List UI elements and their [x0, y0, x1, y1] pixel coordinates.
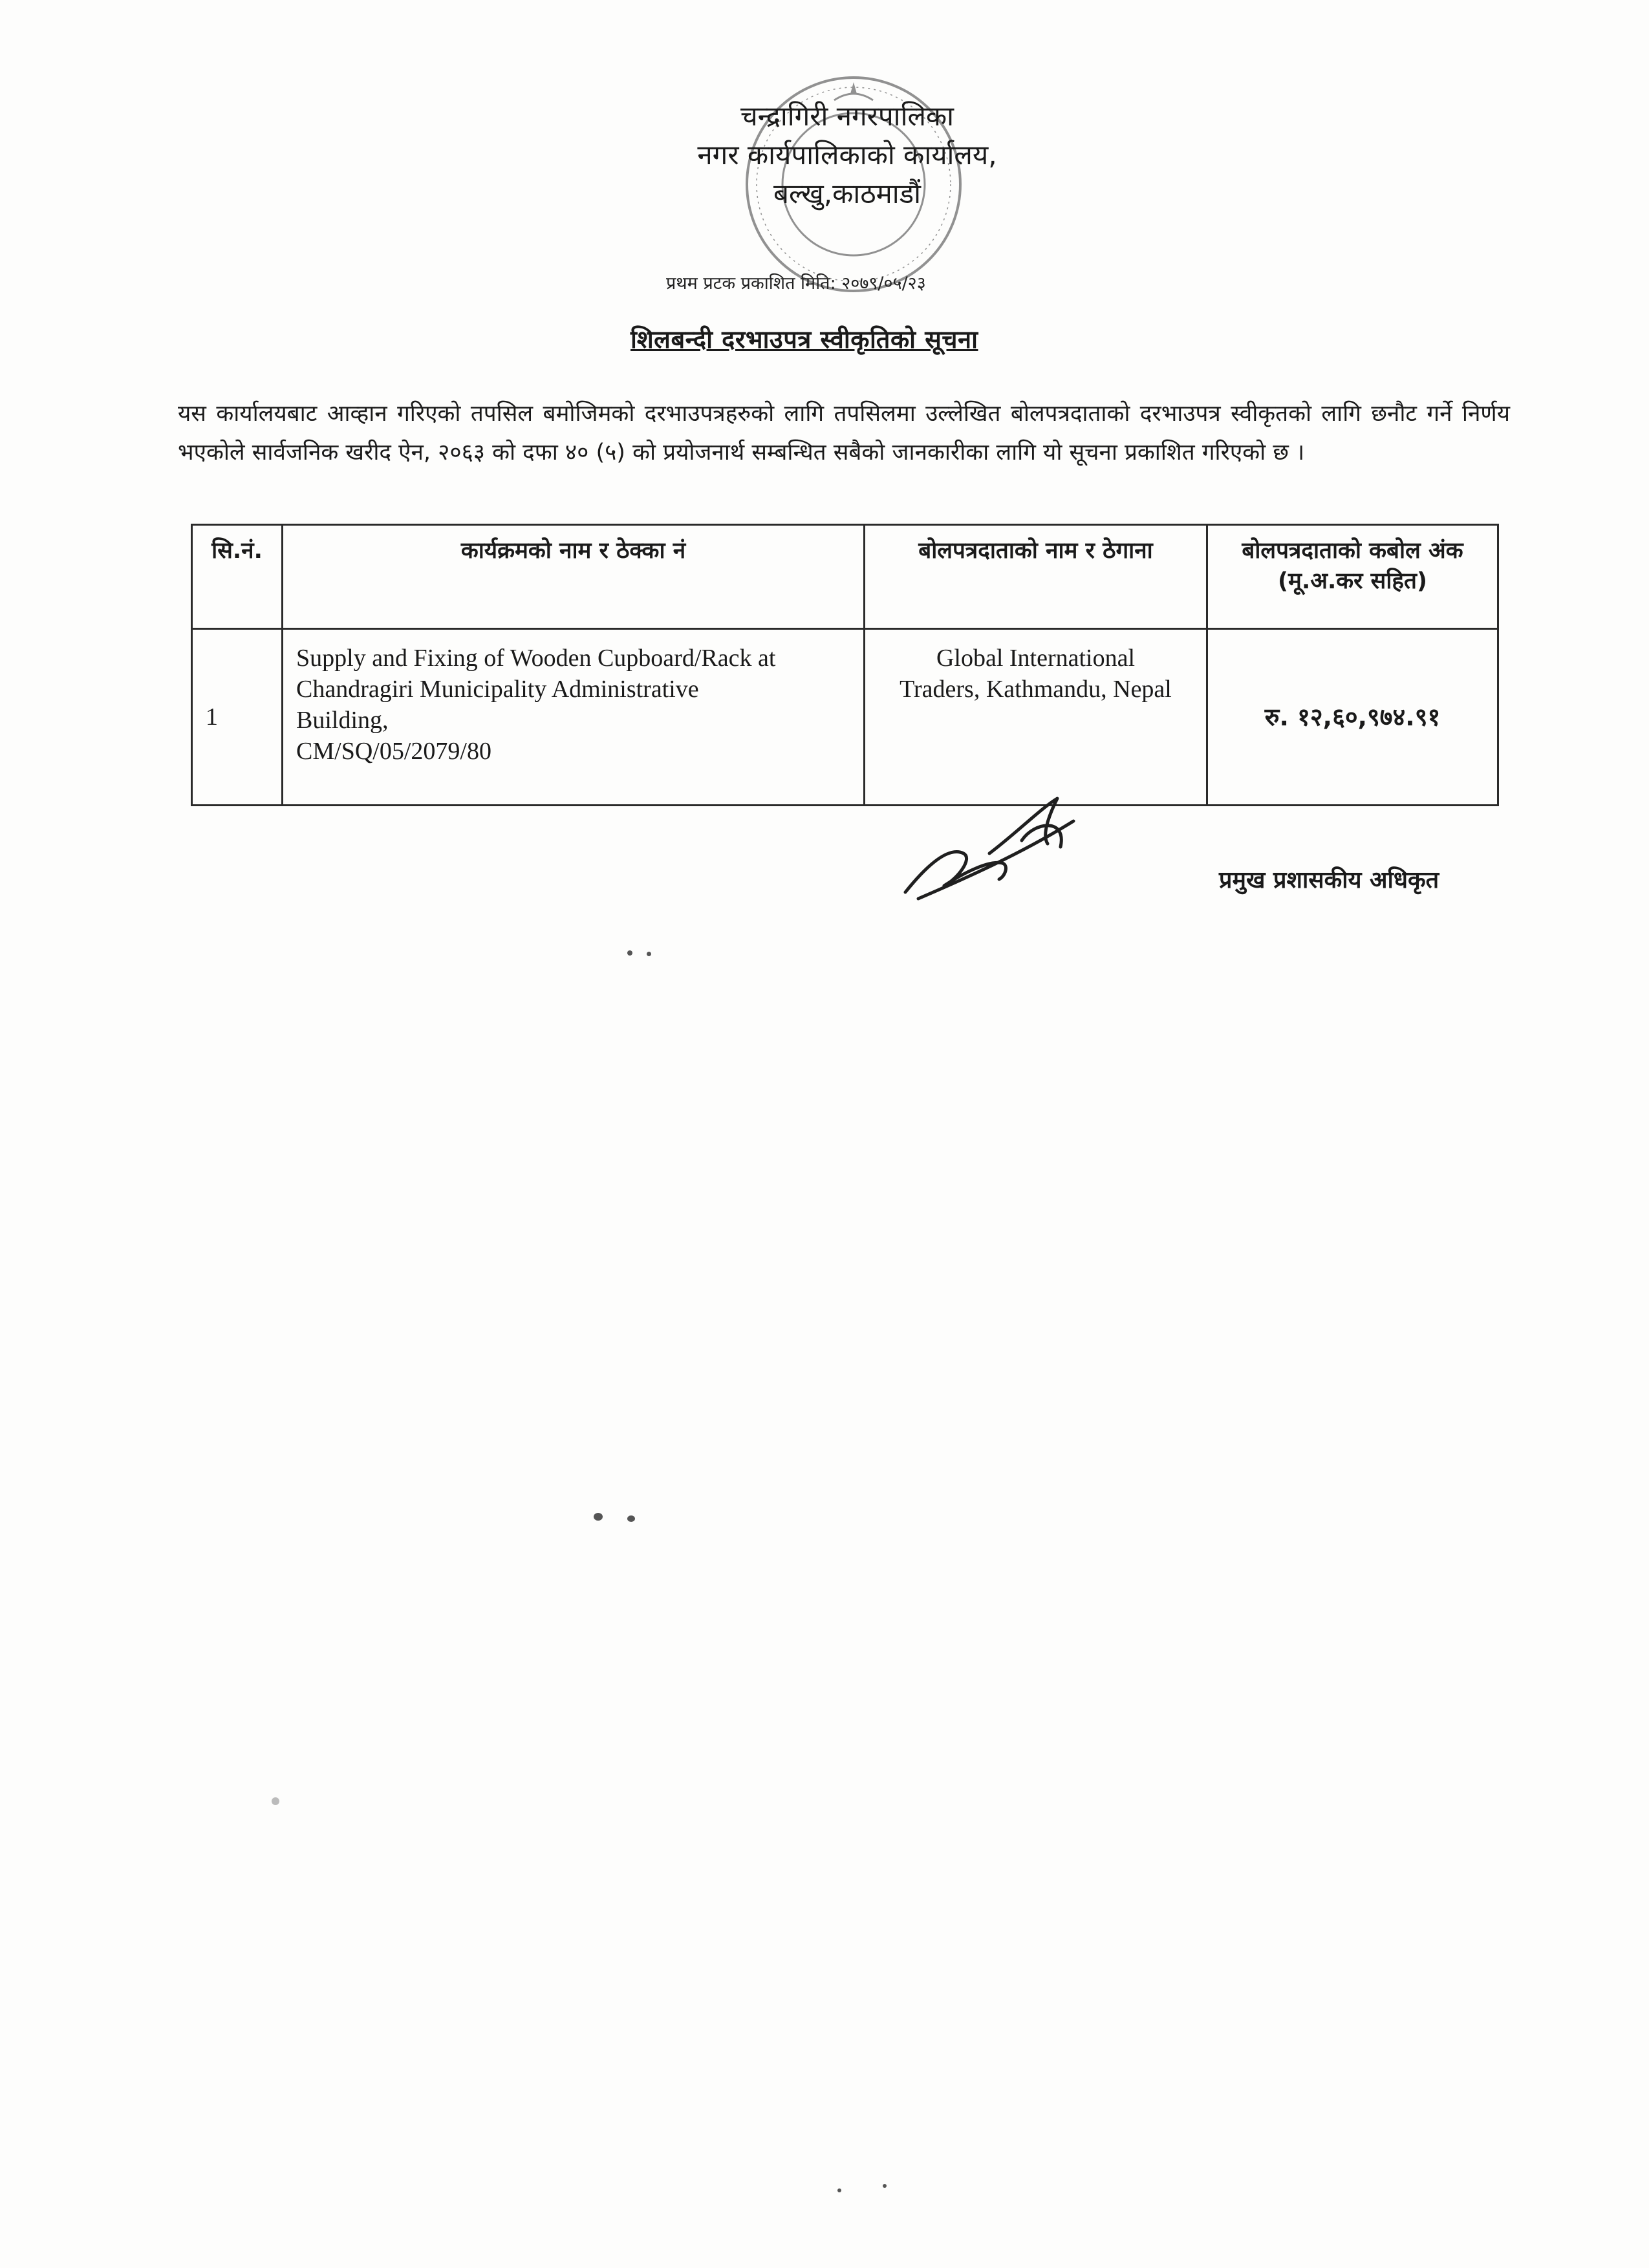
office-name: नगर कार्यपालिकाको कार्यालय,: [697, 139, 997, 171]
header-program-name: कार्यक्रमको नाम र ठेक्का नं: [283, 525, 865, 629]
office-header: [582, 97, 1112, 213]
cell-program-name: [283, 629, 865, 806]
scan-speck: [594, 1513, 603, 1521]
office-location: बल्खु,काठमाडौं: [773, 178, 921, 209]
header-bidder-name: बोलपत्रदाताको नाम र ठेगाना: [865, 525, 1207, 629]
municipality-name: चन्द्रागिरी नगरपालिका: [740, 100, 954, 132]
notice-body: यस कार्यालयबाट आव्हान गरिएको तपसिल बमोजिमको दरभाउपत्रहरुको लागि तपसिलमा उल्लेखित बोलपत्रदाताको दरभाउपत्र स्वीकृतको लागि छनौट गर्ने निर्णय भएकोले सार्वजनिक खरीद ऐन, २०६३ को दफा ४० (५) को प्रयोजनार्थ सम्बन्धित सबैको जानकारीका लागि यो सूचना प्रकाशित गरिएको छ ।: [178, 401, 1510, 465]
table-row: [192, 629, 1498, 806]
signatory-title: प्रमुख प्रशासकीय अधिकृत: [1219, 867, 1439, 893]
notice-title: शिलबन्दी दरभाउपत्र स्वीकृतिको सूचना: [630, 325, 978, 354]
scan-speck: [837, 2188, 841, 2192]
bidder-line-2: Traders, Kathmandu, Nepal: [900, 676, 1172, 703]
table-header-row: [192, 525, 1498, 629]
header-serial-number: सि.नं.: [192, 525, 283, 629]
scan-speck: [627, 1515, 635, 1522]
contract-number: CM/SQ/05/2079/80: [296, 738, 491, 765]
cell-bid-amount: रु. १२,६०,९७४.९१: [1207, 629, 1498, 806]
cell-serial-number: 1: [192, 629, 283, 806]
scan-speck: [627, 950, 632, 956]
bidder-line-1: Global International: [936, 645, 1136, 672]
program-line-1: Supply and Fixing of Wooden Cupboard/Rack at: [296, 645, 776, 672]
bid-acceptance-table: [191, 524, 1499, 806]
program-line-3: Building,: [296, 707, 389, 734]
header-bid-amount: बोलपत्रदाताको कबोल अंक (मू.अ.कर सहित): [1207, 525, 1498, 629]
cell-bidder: [865, 629, 1207, 806]
publication-date: प्रथम प्रटक प्रकाशित मिति: २०७९/०५/२३: [666, 273, 926, 294]
program-line-2: Chandragiri Municipality Administrative: [296, 676, 699, 703]
handwritten-signature: [892, 782, 1086, 912]
scan-speck: [272, 1797, 279, 1805]
scan-speck: [647, 952, 651, 956]
scan-speck: [883, 2184, 887, 2188]
